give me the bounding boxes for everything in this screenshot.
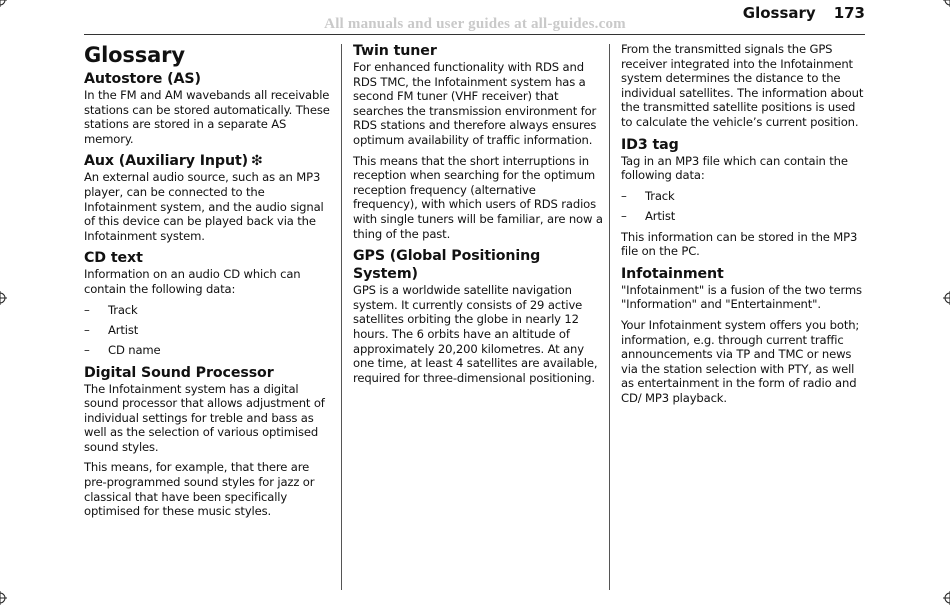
watermark: All manuals and user guides at all-guides.com bbox=[324, 16, 626, 32]
entry-twin-tuner bbox=[353, 42, 603, 241]
page-number: 173 bbox=[833, 4, 865, 22]
entry-gps-continued bbox=[621, 42, 869, 130]
entry-heading: GPS (Global Positioning System) bbox=[353, 248, 541, 283]
entry-heading bbox=[84, 152, 332, 170]
entry-heading: Digital Sound Processor bbox=[84, 364, 274, 381]
entry-text: This information can be stored in the MP3 file on the PC. bbox=[621, 229, 858, 259]
page-title: Glossary bbox=[84, 43, 185, 67]
entry-text: In the FM and AM wavebands all receivable stations can be stored automatically. These stations are stored in a separate AS memory. bbox=[84, 88, 330, 146]
registration-mark-icon bbox=[0, 0, 7, 7]
entry-autostore bbox=[84, 70, 332, 146]
entry-heading: ID3 tag bbox=[621, 136, 679, 153]
registration-mark-icon bbox=[943, 291, 950, 305]
registration-mark-icon bbox=[0, 291, 7, 305]
entry-heading: CD text bbox=[84, 250, 143, 267]
entry-text: This means that the short interruptions in reception when searching for the optimum reception frequency (alternative frequency), with which users of RDS radios with single tuners will be familiar, are now a thing of the past. bbox=[353, 153, 603, 241]
list-item: – CD name bbox=[84, 343, 332, 358]
entry-text: Your Infotainment system offers you both; information, e.g. through current traffic announcements via TP and TMC or news via the station selection with PTY, as well as entertainment in the form of radio and CD/ MP3 playback. bbox=[621, 317, 860, 405]
data-list bbox=[621, 189, 869, 224]
entry-text: The Infotainment system has a digital sound processor that allows adjustment of individual settings for treble and bass as well as the selection of various optimised sound styles. bbox=[84, 381, 325, 454]
entry-infotainment bbox=[621, 265, 869, 406]
column-2 bbox=[353, 42, 603, 391]
entry-heading: Twin tuner bbox=[353, 43, 437, 59]
entry-text: GPS is a worldwide satellite navigation system. It currently consists of 29 active satellites orbiting the globe in nearly 12 hours. The 6 orbits have an altitude of approximately 20,200 kilometres. At any one time, at least 4 satellites are available, required for three-dimensional positioning. bbox=[353, 283, 598, 385]
entry-gps bbox=[353, 247, 603, 385]
column-divider bbox=[341, 44, 342, 590]
entry-digital-sound-processor bbox=[84, 364, 332, 519]
running-head-section: Glossary bbox=[742, 4, 816, 22]
registration-mark-icon bbox=[0, 591, 7, 605]
entry-heading: Autostore (AS) bbox=[84, 71, 201, 87]
list-item: – Track bbox=[84, 303, 332, 318]
entry-text: "Infotainment" is a fusion of the two terms "Information" and "Entertainment". bbox=[621, 282, 862, 312]
list-item: – Track bbox=[621, 189, 869, 204]
entry-cd-text bbox=[84, 249, 332, 357]
entry-text: For enhanced functionality with RDS and RDS TMC, the Infotainment system has a second FM tuner (VHF receiver) that searches the transmission environment for RDS stations and therefore always ensures optimum availability of traffic information. bbox=[353, 60, 597, 147]
registration-mark-icon bbox=[943, 591, 950, 605]
column-1 bbox=[84, 42, 332, 525]
data-list bbox=[84, 303, 332, 358]
list-item: – Artist bbox=[84, 323, 332, 338]
entry-heading: Infotainment bbox=[621, 265, 724, 282]
header-rule bbox=[84, 34, 865, 35]
column-3 bbox=[621, 42, 869, 411]
entry-text: Information on an audio CD which can contain the following data: bbox=[84, 267, 301, 296]
entry-text: Tag in an MP3 file which can contain the following data: bbox=[621, 153, 848, 183]
entry-text: From the transmitted signals the GPS receiver integrated into the Infotainment system determines the distance to the individual satellites. The information about the transmitted satellite positions is used to calculate the vehicle’s current position. bbox=[621, 42, 864, 129]
entry-text: This means, for example, that there are pre-programmed sound styles for jazz or classical that have been specifically optimised for these music styles. bbox=[84, 460, 315, 519]
snowflake-asterisk-icon: ❇ bbox=[251, 153, 263, 170]
entry-id3-tag bbox=[621, 136, 869, 259]
running-head bbox=[743, 4, 865, 22]
list-item: – Artist bbox=[621, 209, 869, 224]
entry-heading-text: Aux (Auxiliary Input) bbox=[84, 153, 249, 170]
entry-aux bbox=[84, 152, 332, 243]
registration-mark-icon bbox=[943, 0, 950, 7]
entry-text: An external audio source, such as an MP3 player, can be connected to the Infotainment system, and the audio signal of this device can be played back via the Infotainment system. bbox=[84, 170, 324, 243]
column-divider bbox=[609, 44, 610, 590]
